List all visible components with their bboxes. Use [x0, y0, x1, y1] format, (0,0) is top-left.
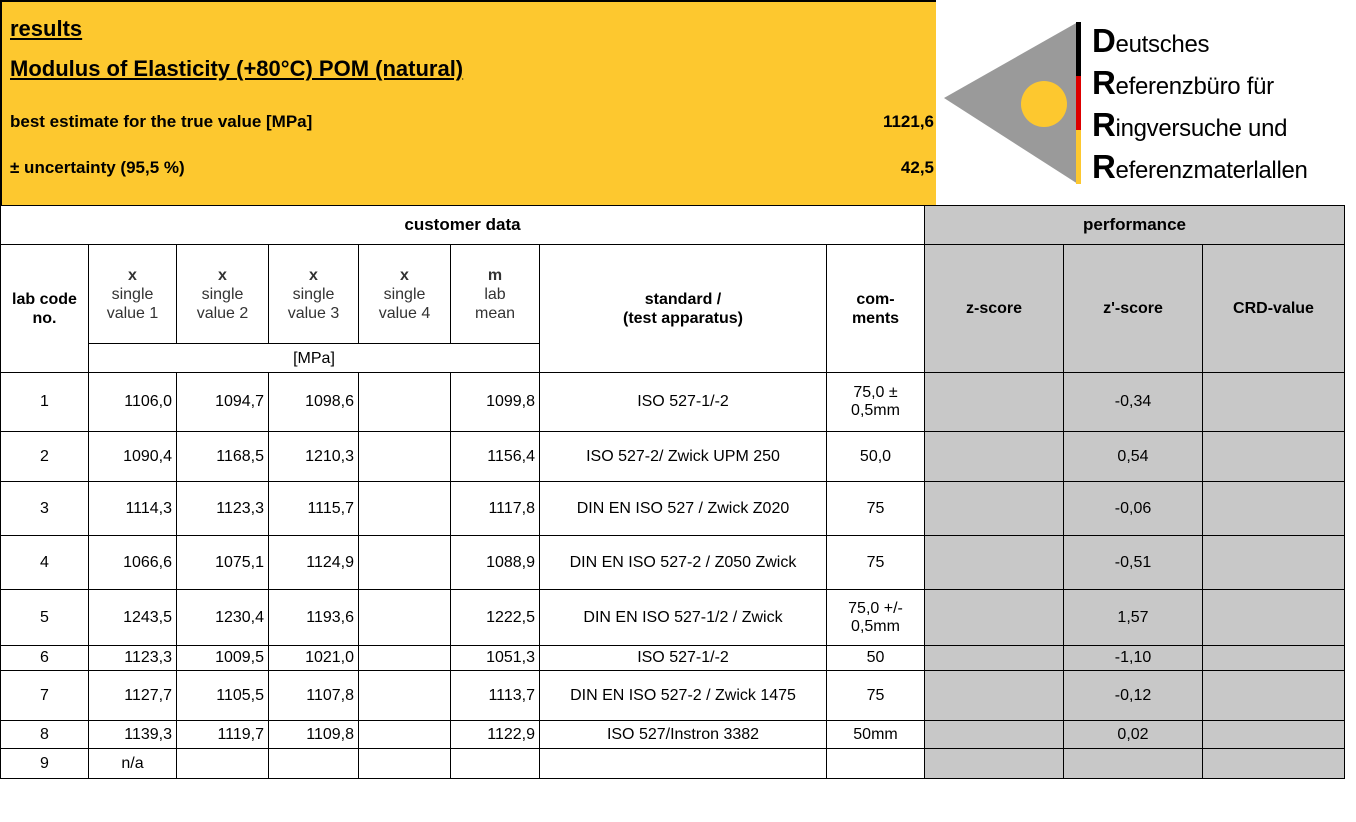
- customer-data-header: customer data: [1, 206, 925, 245]
- value-4-cell: [359, 646, 451, 671]
- lab-code-cell: 1: [1, 373, 89, 432]
- col-comments: com- ments: [827, 245, 925, 373]
- value-2-cell: [177, 749, 269, 779]
- standard-cell: DIN EN ISO 527-2 / Zwick 1475: [540, 671, 827, 721]
- comments-cell: 75,0 +/- 0,5mm: [827, 590, 925, 646]
- col-value-2: x single value 2: [177, 245, 269, 344]
- lab-code-cell: 4: [1, 536, 89, 590]
- lab-mean-cell: 1156,4: [451, 432, 540, 482]
- crd-value-cell: [1203, 646, 1345, 671]
- value-4-cell: [359, 373, 451, 432]
- z-score-cell: [925, 671, 1064, 721]
- z-score-cell: [925, 721, 1064, 749]
- zprime-score-cell: 0,54: [1064, 432, 1203, 482]
- value-1-cell: 1139,3: [89, 721, 177, 749]
- value-2-cell: 1123,3: [177, 482, 269, 536]
- z-score-cell: [925, 646, 1064, 671]
- crd-value-cell: [1203, 590, 1345, 646]
- table-row: [1, 671, 1345, 721]
- table-row: [1, 536, 1345, 590]
- value-1-cell: 1090,4: [89, 432, 177, 482]
- value-2-cell: 1230,4: [177, 590, 269, 646]
- comments-cell: 50,0: [827, 432, 925, 482]
- lab-mean-cell: 1099,8: [451, 373, 540, 432]
- lab-mean-cell: 1117,8: [451, 482, 540, 536]
- table-row: [1, 721, 1345, 749]
- standard-cell: DIN EN ISO 527-2 / Z050 Zwick: [540, 536, 827, 590]
- lab-mean-cell: 1051,3: [451, 646, 540, 671]
- value-4-cell: [359, 482, 451, 536]
- value-2-cell: 1075,1: [177, 536, 269, 590]
- value-4-cell: [359, 721, 451, 749]
- comments-cell: 75,0 ± 0,5mm: [827, 373, 925, 432]
- standard-cell: ISO 527-2/ Zwick UPM 250: [540, 432, 827, 482]
- comments-cell: 50: [827, 646, 925, 671]
- zprime-score-cell: -0,06: [1064, 482, 1203, 536]
- value-3-cell: 1210,3: [269, 432, 359, 482]
- z-score-cell: [925, 373, 1064, 432]
- crd-value-cell: [1203, 373, 1345, 432]
- col-value-4: x single value 4: [359, 245, 451, 344]
- comments-cell: 50mm: [827, 721, 925, 749]
- logo-line-1: Deutsches: [1092, 22, 1210, 59]
- value-3-cell: [269, 749, 359, 779]
- value-2-cell: 1119,7: [177, 721, 269, 749]
- value-3-cell: 1193,6: [269, 590, 359, 646]
- comments-cell: 75: [827, 536, 925, 590]
- lab-code-cell: 5: [1, 590, 89, 646]
- col-lab-mean: m lab mean: [451, 245, 540, 344]
- logo-bar-black: [1076, 22, 1081, 76]
- col-standard: standard / (test apparatus): [540, 245, 827, 373]
- value-1-cell: 1106,0: [89, 373, 177, 432]
- results-header: [0, 0, 936, 205]
- zprime-score-cell: 1,57: [1064, 590, 1203, 646]
- lab-code-cell: 2: [1, 432, 89, 482]
- value-4-cell: [359, 590, 451, 646]
- comments-cell: 75: [827, 482, 925, 536]
- value-3-cell: 1115,7: [269, 482, 359, 536]
- logo-bar-red: [1076, 76, 1081, 130]
- comments-cell: [827, 749, 925, 779]
- value-2-cell: 1009,5: [177, 646, 269, 671]
- table-row: [1, 432, 1345, 482]
- results-table: [0, 205, 1345, 779]
- value-3-cell: 1109,8: [269, 721, 359, 749]
- value-1-cell: 1127,7: [89, 671, 177, 721]
- lab-code-cell: 3: [1, 482, 89, 536]
- value-3-cell: 1107,8: [269, 671, 359, 721]
- lab-mean-cell: 1113,7: [451, 671, 540, 721]
- zprime-score-cell: -0,12: [1064, 671, 1203, 721]
- table-row: [1, 590, 1345, 646]
- crd-value-cell: [1203, 536, 1345, 590]
- value-1-cell: 1123,3: [89, 646, 177, 671]
- crd-value-cell: [1203, 721, 1345, 749]
- col-z-score: z-score: [925, 245, 1064, 373]
- col-value-3: x single value 3: [269, 245, 359, 344]
- value-4-cell: [359, 432, 451, 482]
- z-score-cell: [925, 590, 1064, 646]
- value-4-cell: [359, 536, 451, 590]
- lab-code-cell: 7: [1, 671, 89, 721]
- value-3-cell: 1021,0: [269, 646, 359, 671]
- best-estimate-label: best estimate for the true value [MPa]: [10, 112, 313, 131]
- drrr-logo: [936, 0, 1356, 205]
- value-4-cell: [359, 671, 451, 721]
- zprime-score-cell: 0,02: [1064, 721, 1203, 749]
- standard-cell: DIN EN ISO 527 / Zwick Z020: [540, 482, 827, 536]
- zprime-score-cell: -0,51: [1064, 536, 1203, 590]
- standard-cell: ISO 527-1/-2: [540, 646, 827, 671]
- table-row: [1, 749, 1345, 779]
- unit-label: [MPa]: [89, 344, 540, 373]
- z-score-cell: [925, 749, 1064, 779]
- lab-mean-cell: 1122,9: [451, 721, 540, 749]
- lab-code-cell: 8: [1, 721, 89, 749]
- standard-cell: DIN EN ISO 527-1/2 / Zwick: [540, 590, 827, 646]
- value-1-cell: 1243,5: [89, 590, 177, 646]
- zprime-score-cell: -0,34: [1064, 373, 1203, 432]
- z-score-cell: [925, 482, 1064, 536]
- col-lab-code: lab code no.: [1, 245, 89, 373]
- value-2-cell: 1094,7: [177, 373, 269, 432]
- results-heading: results: [10, 16, 83, 41]
- table-row: [1, 646, 1345, 671]
- crd-value-cell: [1203, 671, 1345, 721]
- logo-line-2: Referenzbüro für: [1092, 64, 1274, 101]
- table-row: [1, 373, 1345, 432]
- lab-mean-cell: 1088,9: [451, 536, 540, 590]
- col-zprime-score: z'-score: [1064, 245, 1203, 373]
- value-4-cell: [359, 749, 451, 779]
- table-row: [1, 482, 1345, 536]
- comments-cell: 75: [827, 671, 925, 721]
- col-crd-value: CRD-value: [1203, 245, 1345, 373]
- value-2-cell: 1105,5: [177, 671, 269, 721]
- logo-bar-gold: [1076, 130, 1081, 184]
- uncertainty-label: ± uncertainty (95,5 %): [10, 158, 185, 177]
- value-3-cell: 1124,9: [269, 536, 359, 590]
- logo-circle: [1021, 81, 1067, 127]
- value-1-cell: 1114,3: [89, 482, 177, 536]
- standard-cell: ISO 527/Instron 3382: [540, 721, 827, 749]
- page-title: Modulus of Elasticity (+80°C) POM (natural): [10, 56, 464, 81]
- logo-line-3: Ringversuche und: [1092, 106, 1288, 143]
- value-2-cell: 1168,5: [177, 432, 269, 482]
- crd-value-cell: [1203, 482, 1345, 536]
- value-1-cell: 1066,6: [89, 536, 177, 590]
- z-score-cell: [925, 432, 1064, 482]
- logo-line-4: Referenzmaterlallen: [1092, 148, 1308, 185]
- crd-value-cell: [1203, 749, 1345, 779]
- value-1-cell: n/a: [89, 749, 177, 779]
- standard-cell: ISO 527-1/-2: [540, 373, 827, 432]
- value-3-cell: 1098,6: [269, 373, 359, 432]
- best-estimate-value: 1121,6: [882, 112, 934, 131]
- standard-cell: [540, 749, 827, 779]
- performance-header: performance: [925, 206, 1345, 245]
- lab-mean-cell: [451, 749, 540, 779]
- lab-mean-cell: 1222,5: [451, 590, 540, 646]
- zprime-score-cell: [1064, 749, 1203, 779]
- crd-value-cell: [1203, 432, 1345, 482]
- lab-code-cell: 6: [1, 646, 89, 671]
- uncertainty-value: 42,5: [900, 158, 934, 177]
- z-score-cell: [925, 536, 1064, 590]
- zprime-score-cell: -1,10: [1064, 646, 1203, 671]
- lab-code-cell: 9: [1, 749, 89, 779]
- col-value-1: x single value 1: [89, 245, 177, 344]
